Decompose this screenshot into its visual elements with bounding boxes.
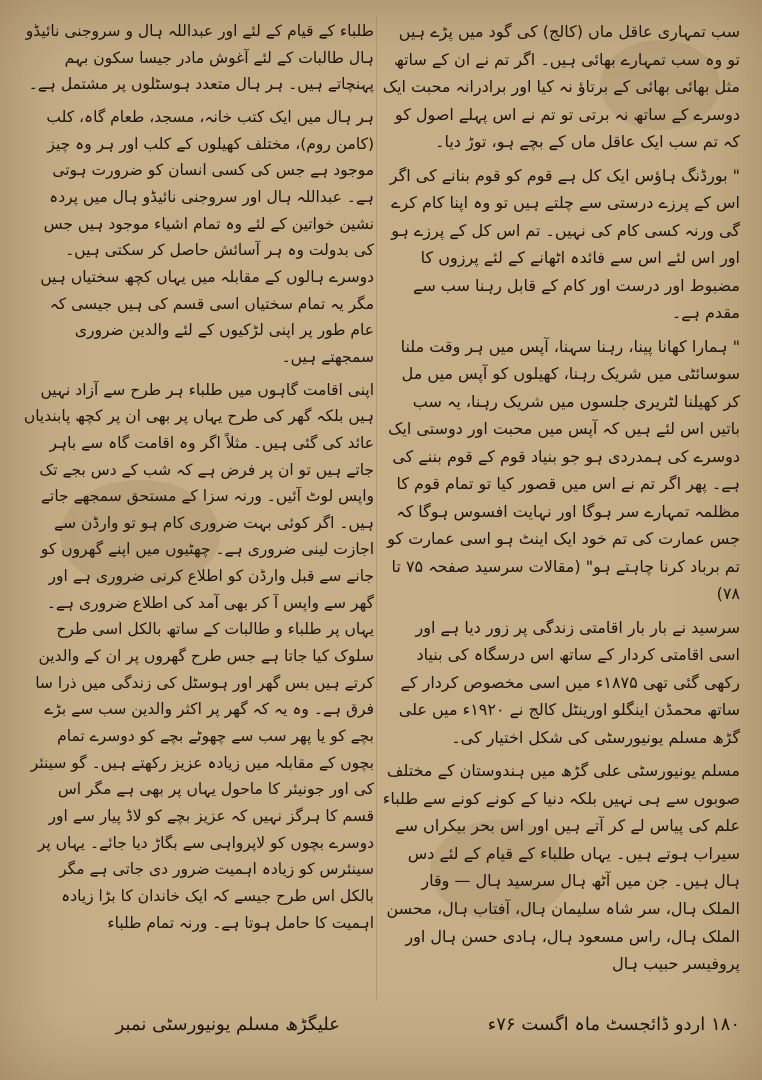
paragraph: اپنی اقامت گاہوں میں طلباء ہر طرح سے آزاد نہیں ہیں بلکہ گھر کی طرح یہاں پر بھی ان پر کچھ پابندیاں عائد کی گئی ہیں۔ مثلاً اگر وہ اقامت گاہ سے باہر جاتے ہیں تو ان پر فرض ہے کہ شب کے دس بجے تک واپس لوٹ آئیں۔ ورنہ سزا کے مستحق سمجھے جاتے ہیں۔ اگر کوئی بہت ضروری کام ہو تو وارڈن سے اجازت لینی ضروری ہے۔ چھٹیوں میں اپنے گھروں کو جانے سے قبل وارڈن کو اطلاع کرنی ضروری ہے اور گھر سے واپس آ کر بھی آمد کی اطلاع ضروری ہے۔ یہاں پر طلباء و طالبات کے ساتھ بالکل اسی طرح سلوک کیا جاتا ہے جس طرح گھروں پر ان کے والدین کرتے ہیں بس گھر اور ہوسٹل کی زندگی میں ذرا سا فرق ہے۔ وہ یہ کہ گھر پر اکثر والدین سب سے بڑے بچے کو یا پھر سب سے چھوٹے بچے کو دوسرے تمام بچوں کے مقابلہ میں زیادہ عزیز رکھتے ہیں۔ گو سینئر کی اور جونیئر کا ماحول یہاں پر بھی ہے مگر اس قسم کا ہرگز نہیں کہ عزیز بچے کو لاڈ پیار سے اور دوسرے بچوں کو لاپرواہی سے بگاڑ دیا جائے۔ یہاں پر سینئرس کو زیادہ اہمیت ضرور دی جاتی ہے مگر بالکل اس طرح جیسے کہ ایک خاندان کا بڑا زیادہ اہمیت کا حامل ہوتا ہے۔ ورنہ تمام طلباء (23, 380, 374, 932)
footer-page-info: ۱۸۰ اردو ڈائجسٹ ماہ اگست ۷۶ء (487, 1014, 740, 1035)
paragraph: مسلم یونیورسٹی علی گڑھ میں ہندوستان کے مختلف صوبوں سے ہی نہیں بلکہ دنیا کے کونے کونے سے طلباء علم کی پیاس لے کر آتے ہیں اور اس بحر بیکراں سے سیراب ہوتے ہیں۔ یہاں طلباء کے قیام کے لئے دس ہال ہیں۔ جن میں آٹھ ہال سرسید ہال — وقار الملک ہال، سر شاہ سلیمان ہال، آفتاب ہال، محسن الملک ہال، راس مسعود ہال، ہادی حسن ہال اور پروفیسر حبیب ہال (382, 761, 740, 974)
left-column (22, 18, 374, 942)
paragraph: سب تمہاری عاقل ماں (کالج) کی گود میں پڑے ہیں تو وہ سب تمہارے بھائی ہیں۔ اگر تم نے ان کے ساتھ مثل بھائی بھائی کے برتاؤ نہ کیا اور برادرانہ محبت ایک دوسرے کے ساتھ نہ برتی تو تم نے اس پہلے اصول کو کہ تم سب ایک عاقل ماں کے بچے ہو، توڑ دیا۔ (382, 22, 740, 152)
paragraph: " بورڈنگ ہاؤس ایک کل ہے قوم کو قوم بنانے کی اگر اس کے پرزے درستی سے چلتے ہیں تو وہ اپنا کام کرے گی ورنہ کسی کام کی نہیں۔ تم اس کل کے پرزے ہو اور اس لئے اس سے فائدہ اٹھانے کے لئے پرزوں کا مضبوط اور درست اور کام کے قابل رہنا سب سے مقدم ہے۔ (389, 165, 740, 323)
paragraph: سرسید نے بار بار اقامتی زندگی پر زور دیا ہے اور اسی اقامتی کردار کے ساتھ اس درسگاہ کی بنیاد رکھی گئی تھی ۱۸۷۵ء میں اسی مخصوص کردار کے ساتھ محمڈن اینگلو اورینٹل کالج نے ۱۹۲۰ء میں علی گڑھ مسلم یونیورسٹی کی شکل اختیار کی۔ (398, 617, 740, 747)
paragraph: " ہمارا کھانا پینا، رہنا سہنا، آپس میں ہر وقت ملنا سوسائٹی میں شریک رہنا، کھیلوں کو آپس میں مل کر کھیلنا لٹریری جلسوں میں شریک رہنا، یہ سب باتیں اس لئے ہیں کہ آپس میں محبت اور دوستی ایک دوسرے کی ہمدردی ہو جو بنیاد قوم کے قوم بننے کی ہے۔ پھر اگر تم نے اس میں قصور کیا تو تمام قوم کا مظلمہ تمہارے سر ہوگا اور نہایت افسوس ہوگا کہ جس عمارت کی تم خود ایک اینٹ ہو اسی عمارت کو تم برباد کرنا چاہتے ہو" (مقالات سرسید صفحہ ۷۵ تا ۷۸) (387, 336, 740, 604)
paragraph: ہر ہال میں ایک کتب خانہ، مسجد، طعام گاہ، کلب (کامن روم)، مختلف کھیلوں کے کلب اور ہر وہ چیز موجود ہے جس کی کسی انسان کو ضرورت ہوتی ہے۔ عبداللہ ہال اور سروجنی نائیڈو ہال میں پردہ نشین خواتین کے لئے وہ تمام اشیاء موجود ہیں جس کی بدولت وہ ہر آسائش حاصل کر سکتی ہیں۔ دوسرے ہالوں کے مقابلہ میں یہاں کچھ سختیاں ہیں مگر یہ تمام سختیاں اسی قسم کی ہیں جیسی کہ عام طور پر اپنی لڑکیوں کے لئے والدین ضروری سمجھتے ہیں۔ (40, 107, 374, 366)
paragraph: طلباء کے قیام کے لئے اور عبداللہ ہال و سروجنی نائیڈو ہال طالبات کے لئے آغوش مادر جیسا سکون بہم پہنچاتے ہیں۔ ہر ہال متعدد ہوسٹلوں پر مشتمل ہے۔ (25, 22, 374, 94)
right-column (382, 18, 740, 984)
footer-issue-title: علیگڑھ مسلم یونیورسٹی نمبر (115, 1014, 340, 1035)
column-divider (376, 16, 377, 1001)
